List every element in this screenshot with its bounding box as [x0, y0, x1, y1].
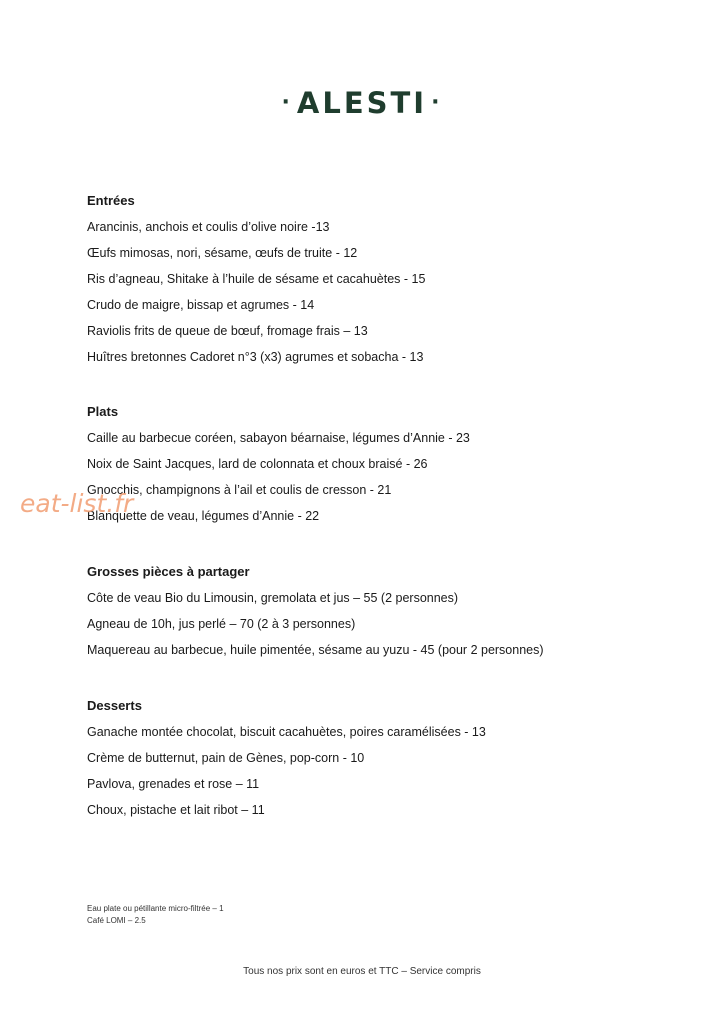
menu-item: Agneau de 10h, jus perlé – 70 (2 à 3 personnes)	[87, 617, 356, 631]
section-plats	[87, 404, 687, 524]
footnote-line: Eau plate ou pétillante micro-filtrée – 1	[87, 904, 224, 913]
footnote-line: Café LOMI – 2.5	[87, 916, 146, 925]
menu-item: Raviolis frits de queue de bœuf, fromage frais – 13	[87, 324, 368, 338]
menu-item: Caille au barbecue coréen, sabayon béarnaise, légumes d’Annie - 23	[87, 431, 470, 445]
price-note: Tous nos prix sont en euros et TTC – Service compris	[243, 966, 481, 977]
watermark: eat-list.fr	[20, 489, 134, 518]
logo-dot-left: ·	[281, 90, 293, 115]
menu-item: Maquereau au barbecue, huile pimentée, sésame au yuzu - 45 (pour 2 personnes)	[87, 643, 544, 657]
menu-item: Ris d’agneau, Shitake à l’huile de sésame et cacahuètes - 15	[87, 272, 426, 286]
menu-item: Choux, pistache et lait ribot – 11	[87, 803, 265, 817]
section-title: Desserts	[87, 698, 142, 713]
menu-item: Crème de butternut, pain de Gènes, pop-corn - 10	[87, 751, 365, 765]
restaurant-logo	[0, 86, 724, 120]
section-entrees	[87, 193, 687, 365]
section-title: Entrées	[87, 193, 135, 208]
logo-text: ALESTI	[296, 86, 428, 120]
menu-item: Pavlova, grenades et rose – 11	[87, 777, 260, 791]
menu-item: Crudo de maigre, bissap et agrumes - 14	[87, 298, 315, 312]
section-title: Plats	[87, 404, 119, 419]
menu-item: Œufs mimosas, nori, sésame, œufs de truite - 12	[87, 246, 358, 260]
menu-item: Côte de veau Bio du Limousin, gremolata et jus – 55 (2 personnes)	[87, 591, 459, 605]
menu-item: Gnocchis, champignons à l’ail et coulis de cresson - 21	[87, 483, 392, 497]
section-title: Grosses pièces à partager	[87, 564, 250, 579]
menu-item: Noix de Saint Jacques, lard de colonnata et choux braisé - 26	[87, 457, 428, 471]
menu-item: Huîtres bretonnes Cadoret n°3 (x3) agrumes et sobacha - 13	[87, 350, 424, 364]
menu-item: Blanquette de veau, légumes d’Annie - 22	[87, 509, 320, 523]
logo-dot-right: ·	[431, 90, 443, 115]
menu-item: Arancinis, anchois et coulis d’olive noire -13	[87, 220, 330, 234]
menu-item: Ganache montée chocolat, biscuit cacahuètes, poires caramélisées - 13	[87, 725, 486, 739]
footnotes	[87, 903, 224, 927]
section-grosses-pieces	[87, 564, 687, 658]
section-desserts	[87, 698, 687, 818]
